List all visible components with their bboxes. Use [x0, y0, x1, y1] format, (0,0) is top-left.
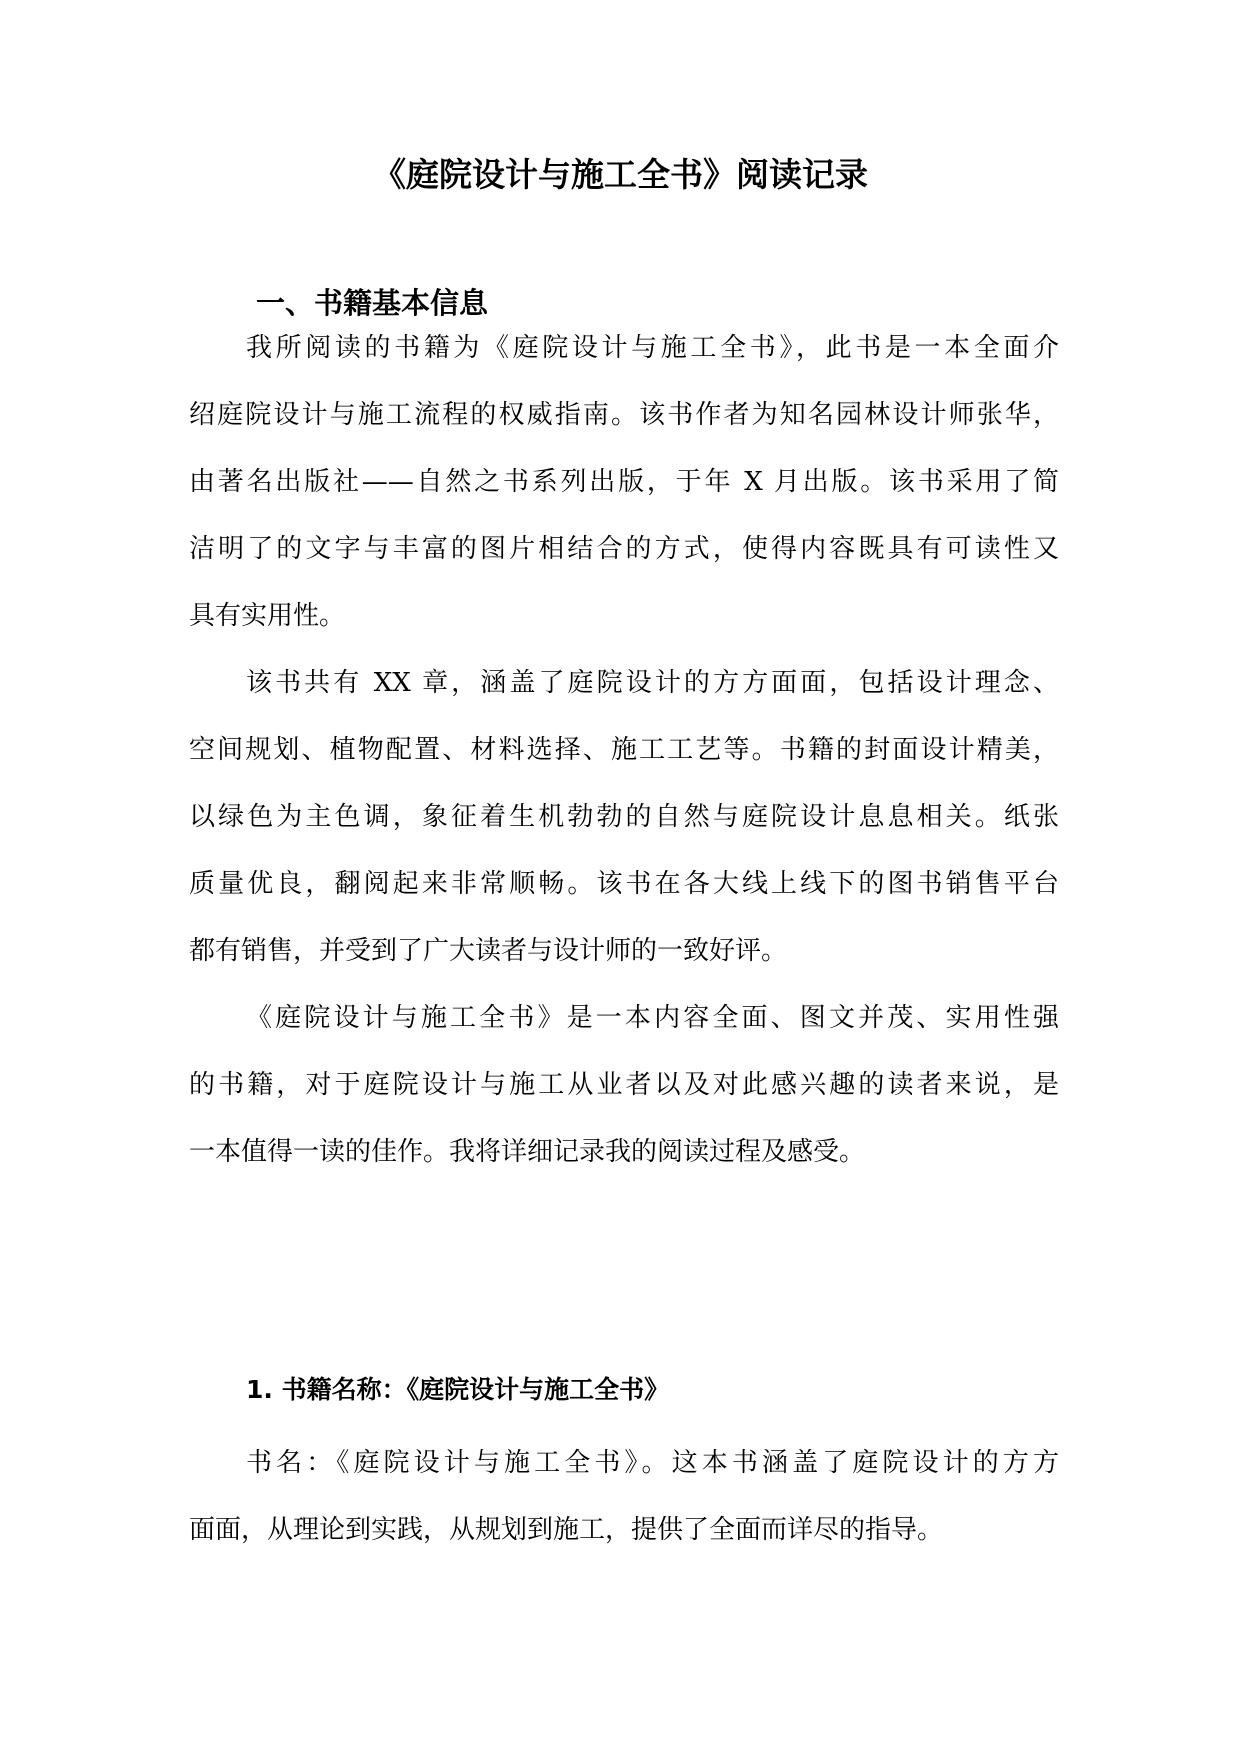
paragraph-line: 以绿色为主色调，象征着生机勃勃的自然与庭院设计息息相关。纸张: [189, 802, 1059, 832]
paragraph-line: 面面，从理论到实践，从规划到施工，提供了全面而详尽的指导。: [189, 1515, 944, 1545]
paragraph-line: 绍庭院设计与施工流程的权威指南。该书作者为知名园林设计师张华，: [189, 400, 1059, 430]
paragraph-line: 由著名出版社——自然之书系列出版，于年 X 月出版。该书采用了简: [189, 467, 1059, 497]
paragraph-line: 《庭院设计与施工全书》是一本内容全面、图文并茂、实用性强: [246, 1003, 1059, 1033]
paragraph-line: 书名：《庭院设计与施工全书》。这本书涵盖了庭院设计的方方: [246, 1448, 1059, 1478]
document-title: 《庭院设计与施工全书》阅读记录: [373, 155, 868, 194]
paragraph-line: 空间规划、植物配置、材料选择、施工工艺等。书籍的封面设计精美，: [189, 735, 1059, 765]
paragraph-line: 我所阅读的书籍为《庭院设计与施工全书》，此书是一本全面介: [246, 333, 1059, 363]
subsection-heading-book-name: 1. 书籍名称：《庭院设计与施工全书》: [246, 1375, 670, 1404]
paragraph-line: 都有销售，并受到了广大读者与设计师的一致好评。: [189, 936, 788, 966]
section-heading-basic-info: 一、书籍基本信息: [256, 286, 489, 320]
paragraph-line: 质量优良，翻阅起来非常顺畅。该书在各大线上线下的图书销售平台: [189, 869, 1059, 899]
paragraph-line: 该书共有 XX 章，涵盖了庭院设计的方方面面，包括设计理念、: [246, 668, 1059, 698]
paragraph-line: 具有实用性。: [189, 601, 346, 631]
paragraph-line: 的书籍，对于庭院设计与施工从业者以及对此感兴趣的读者来说，是: [189, 1070, 1059, 1100]
paragraph-line: 一本值得一读的佳作。我将详细记录我的阅读过程及感受。: [189, 1137, 866, 1167]
paragraph-line: 洁明了的文字与丰富的图片相结合的方式，使得内容既具有可读性又: [189, 534, 1059, 564]
